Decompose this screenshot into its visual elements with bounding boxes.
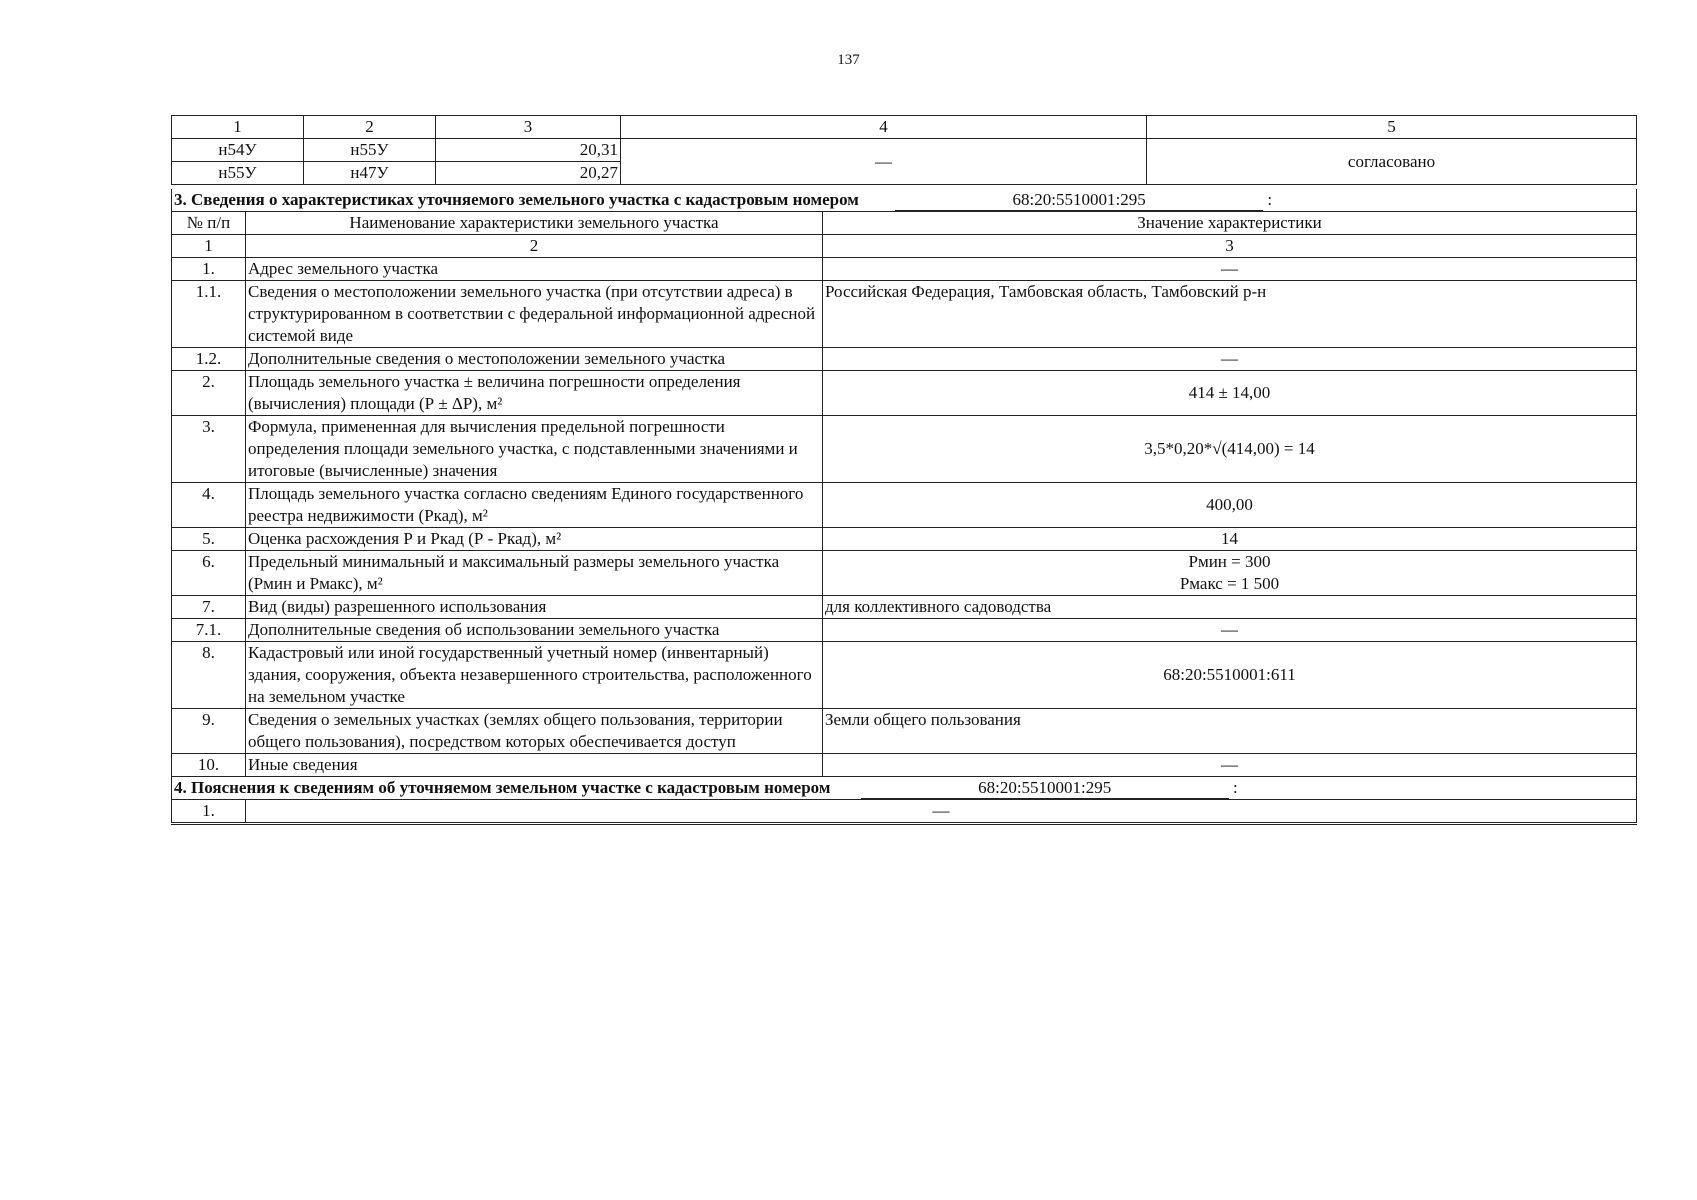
row-number: 7. <box>172 596 246 619</box>
index-cell: 1 <box>172 235 246 258</box>
table-row <box>172 754 1637 777</box>
table-row <box>172 528 1637 551</box>
table-row <box>172 596 1637 619</box>
row-value <box>823 551 1637 596</box>
row-value: для коллективного садоводства <box>823 596 1637 619</box>
point-to: н47У <box>304 162 436 185</box>
point-from: н54У <box>172 139 304 162</box>
col4-value: — <box>621 139 1147 185</box>
section3-title: 3. Сведения о характеристиках уточняемого земельного участка с кадастровым номером <box>174 190 859 209</box>
row-value: — <box>246 800 1637 824</box>
segment-length: 20,27 <box>436 162 621 185</box>
page-number: 137 <box>837 52 860 68</box>
row-value: Российская Федерация, Тамбовская область, Тамбовский р-н <box>823 281 1637 348</box>
header-cell-name: Наименование характеристики земельного участка <box>246 212 823 235</box>
row-number: 1. <box>172 800 246 824</box>
row-name: Площадь земельного участка ± величина погрешности определения (вычисления) площади (Р ± ΔР), м² <box>246 371 823 416</box>
table-row <box>172 139 1637 162</box>
table-row <box>172 258 1637 281</box>
header-cell-num: № п/п <box>172 212 246 235</box>
row-name: Сведения о местоположении земельного участка (при отсутствии адреса) в структурированном в соответствии с федеральной информационной адресной системой виде <box>246 281 823 348</box>
row-number: 4. <box>172 483 246 528</box>
table-header-row <box>172 212 1637 235</box>
point-from: н55У <box>172 162 304 185</box>
row-name: Дополнительные сведения об использовании земельного участка <box>246 619 823 642</box>
table-row <box>172 800 1637 824</box>
table-row <box>172 709 1637 754</box>
section3-suffix: : <box>1267 190 1273 209</box>
index-cell: 2 <box>246 235 823 258</box>
section3-title-row <box>172 189 1637 212</box>
row-number: 5. <box>172 528 246 551</box>
row-value: — <box>823 258 1637 281</box>
row-number: 2. <box>172 371 246 416</box>
table-row <box>172 416 1637 483</box>
table-row <box>172 483 1637 528</box>
row-value: — <box>823 754 1637 777</box>
row-name: Иные сведения <box>246 754 823 777</box>
row-name: Кадастровый или иной государственный учетный номер (инвентарный) здания, сооружения, объекта незавершенного строительства, расположенного на земельном участке <box>246 642 823 709</box>
table-row <box>172 619 1637 642</box>
row-number: 10. <box>172 754 246 777</box>
row-name: Оценка расхождения Р и Ркад (Р - Ркад), м² <box>246 528 823 551</box>
section4-suffix: : <box>1232 778 1238 797</box>
col5-value: согласовано <box>1147 139 1637 185</box>
row-name: Предельный минимальный и максимальный размеры земельного участка (Рмин и Рмакс), м² <box>246 551 823 596</box>
row-name: Площадь земельного участка согласно сведениям Единого государственного реестра недвижимости (Ркад), м² <box>246 483 823 528</box>
row-value: 414 ± 14,00 <box>823 371 1637 416</box>
row-value: — <box>823 348 1637 371</box>
row-number: 7.1. <box>172 619 246 642</box>
row-number: 1.2. <box>172 348 246 371</box>
row-value-line: Рмакс = 1 500 <box>1179 574 1280 593</box>
header-cell: 4 <box>621 116 1147 139</box>
header-cell: 1 <box>172 116 304 139</box>
header-cell: 5 <box>1147 116 1637 139</box>
row-number: 8. <box>172 642 246 709</box>
row-number: 1.1. <box>172 281 246 348</box>
row-value: 400,00 <box>823 483 1637 528</box>
table-row <box>172 348 1637 371</box>
row-value-line: Рмин = 300 <box>1188 552 1271 571</box>
row-number: 9. <box>172 709 246 754</box>
row-value: 3,5*0,20*√(414,00) = 14 <box>823 416 1637 483</box>
table-row <box>172 371 1637 416</box>
section3-cadastral: 68:20:5510001:295 <box>895 190 1263 211</box>
section4-title-row <box>172 777 1637 800</box>
table-row <box>172 642 1637 709</box>
section4-cadastral: 68:20:5510001:295 <box>861 778 1229 799</box>
point-to: н55У <box>304 139 436 162</box>
boundary-table <box>171 115 1637 185</box>
characteristics-table <box>171 189 1637 825</box>
row-name: Сведения о земельных участках (землях общего пользования, территории общего пользования), посредством которых обеспечивается доступ <box>246 709 823 754</box>
table-row <box>172 551 1637 596</box>
segment-length: 20,31 <box>436 139 621 162</box>
table-row <box>172 281 1637 348</box>
row-name: Дополнительные сведения о местоположении земельного участка <box>246 348 823 371</box>
index-row <box>172 235 1637 258</box>
section4-title: 4. Пояснения к сведениям об уточняемом земельном участке с кадастровым номером <box>174 778 831 797</box>
row-number: 1. <box>172 258 246 281</box>
row-name: Формула, примененная для вычисления предельной погрешности определения площади земельного участка, с подставленными значениями и итоговые (вычисленные) значения <box>246 416 823 483</box>
row-name: Вид (виды) разрешенного использования <box>246 596 823 619</box>
table-header-row <box>172 116 1637 139</box>
row-value: 68:20:5510001:611 <box>823 642 1637 709</box>
index-cell: 3 <box>823 235 1637 258</box>
header-cell: 3 <box>436 116 621 139</box>
header-cell-value: Значение характеристики <box>823 212 1637 235</box>
row-number: 6. <box>172 551 246 596</box>
row-value: — <box>823 619 1637 642</box>
row-value: Земли общего пользования <box>823 709 1637 754</box>
header-cell: 2 <box>304 116 436 139</box>
row-number: 3. <box>172 416 246 483</box>
row-name: Адрес земельного участка <box>246 258 823 281</box>
row-value: 14 <box>823 528 1637 551</box>
